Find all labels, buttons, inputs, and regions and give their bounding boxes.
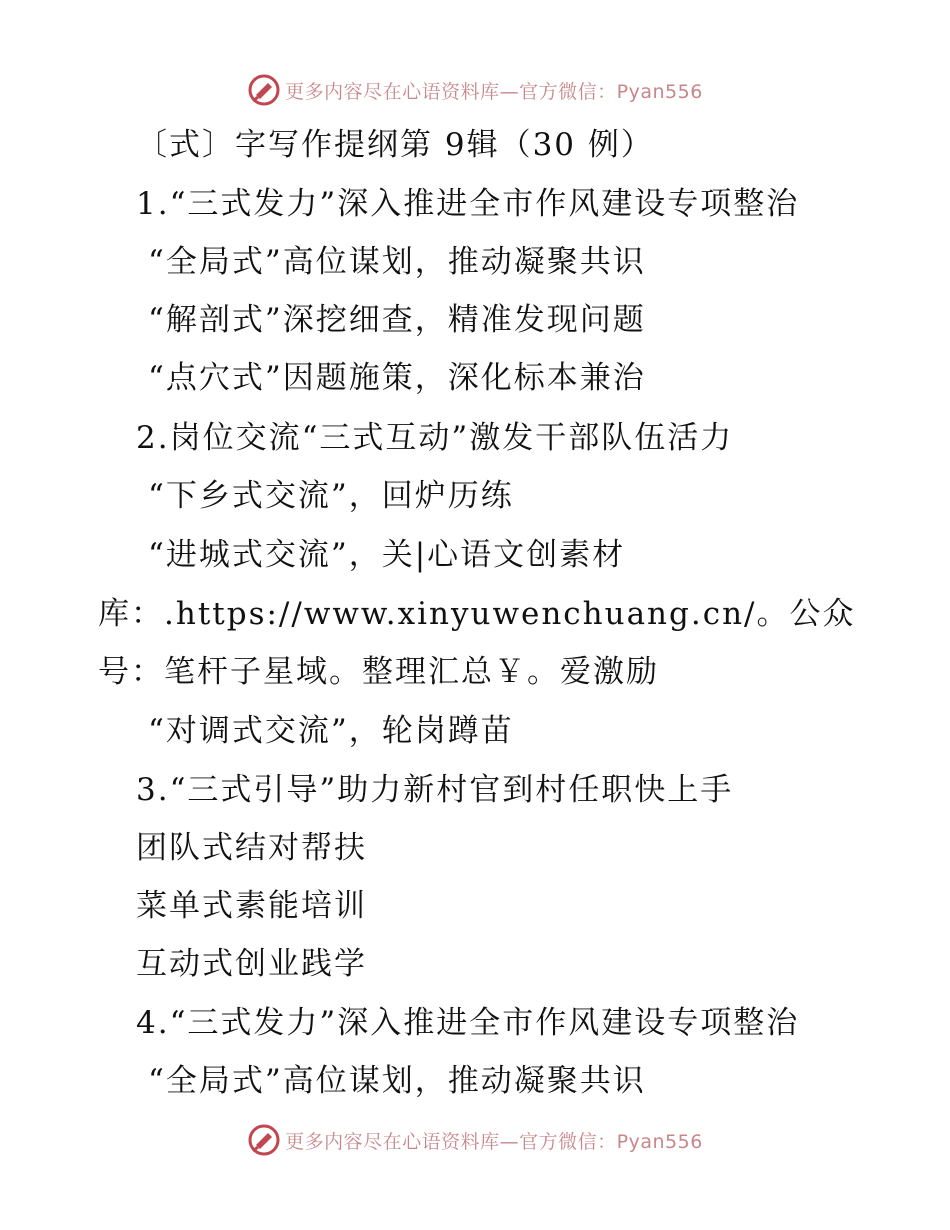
brand-logo-icon: [247, 73, 281, 107]
outline-item: “解剖式”深挖细查，精准发现问题: [148, 302, 646, 338]
watermark-text: 更多内容尽在心语资料库—官方微信：Pyan556: [285, 1130, 703, 1153]
outline-item: “全局式”高位谋划，推动凝聚共识: [148, 1063, 646, 1099]
outline-item: “下乡式交流”，回炉历练: [148, 478, 514, 514]
body-text-line: 库：.https://www.xinyuwenchuang.cn/。公众: [98, 596, 856, 632]
section-heading-4: 4.“三式发力”深入推进全市作风建设专项整治: [136, 1005, 800, 1041]
section-heading-2: 2.岗位交流“三式互动”激发干部队伍活力: [136, 420, 734, 456]
outline-item: 菜单式素能培训: [136, 888, 367, 924]
header-watermark-banner: [0, 70, 950, 110]
footer-watermark-banner: [0, 1120, 950, 1160]
body-text-line: 号：笔杆子星域。整理汇总￥。爱激励: [98, 654, 659, 690]
document-title: 〔式〕字写作提纲第 9辑（30 例）: [136, 127, 654, 163]
watermark-text: 更多内容尽在心语资料库—官方微信：Pyan556: [285, 80, 703, 103]
outline-item: 互动式创业践学: [136, 946, 367, 982]
section-heading-3: 3.“三式引导”助力新村官到村任职快上手: [136, 772, 734, 808]
outline-item: 团队式结对帮扶: [136, 830, 367, 866]
outline-item: “点穴式”因题施策，深化标本兼治: [148, 360, 646, 396]
brand-logo-icon: [247, 1123, 281, 1157]
outline-item: “对调式交流”，轮岗蹲苗: [148, 713, 514, 749]
outline-item: “全局式”高位谋划，推动凝聚共识: [148, 244, 646, 280]
section-heading-1: 1.“三式发力”深入推进全市作风建设专项整治: [136, 186, 800, 222]
outline-item: “进城式交流”，关|心语文创素材: [148, 537, 626, 573]
